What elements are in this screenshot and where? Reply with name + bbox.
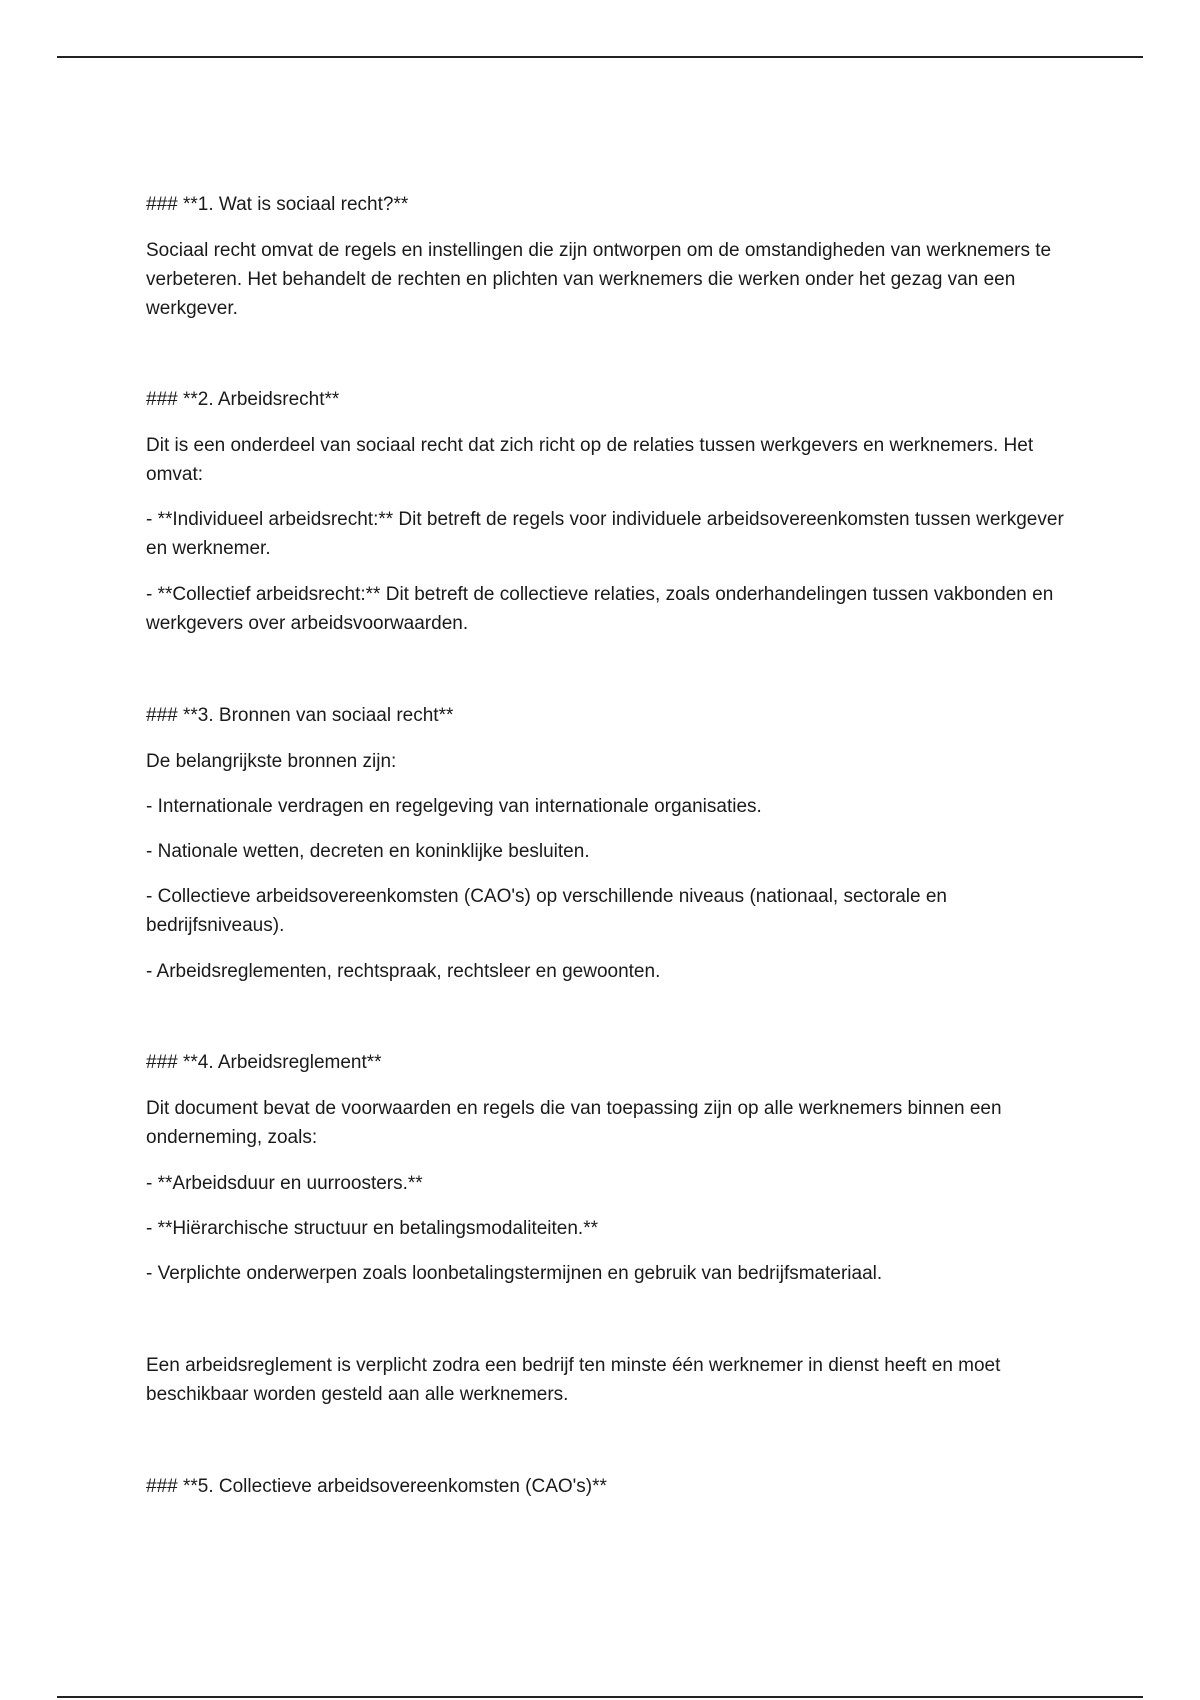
header-rule: [57, 56, 1143, 58]
section-4-paragraph: Dit document bevat de voorwaarden en regels die van toepassing zijn op alle werknemers binnen een onderneming, zoals:: [146, 1098, 1002, 1148]
section-3-paragraph: De belangrijkste bronnen zijn:: [146, 751, 397, 772]
section-3-list-item: - Nationale wetten, decreten en koninklijke besluiten.: [146, 841, 590, 862]
section-2-list-item: - **Collectief arbeidsrecht:** Dit betreft de collectieve relaties, zoals onderhandelingen tussen vakbonden en werkgevers over arbeidsvoorwaarden.: [146, 584, 1054, 634]
section-3-list-item: - Arbeidsreglementen, rechtspraak, rechtsleer en gewoonten.: [146, 961, 661, 982]
section-3-heading: ### **3. Bronnen van sociaal recht**: [146, 705, 454, 726]
section-4-list-item: - Verplichte onderwerpen zoals loonbetalingstermijnen en gebruik van bedrijfsmateriaal.: [146, 1263, 883, 1284]
section-3-list-item: - Internationale verdragen en regelgeving van internationale organisaties.: [146, 796, 762, 817]
section-5-heading: ### **5. Collectieve arbeidsovereenkomsten (CAO's)**: [146, 1476, 607, 1497]
section-4-heading: ### **4. Arbeidsreglement**: [146, 1052, 382, 1073]
section-3-list-item: - Collectieve arbeidsovereenkomsten (CAO's) op verschillende niveaus (nationaal, sectorale en bedrijfsniveaus).: [146, 886, 947, 936]
section-1-paragraph: Sociaal recht omvat de regels en instellingen die zijn ontworpen om de omstandigheden van werknemers te verbeteren. Het behandelt de rechten en plichten van werknemers die werken onder het gezag van een werkgever.: [146, 240, 1052, 319]
section-4-paragraph: Een arbeidsreglement is verplicht zodra een bedrijf ten minste één werknemer in dienst heeft en moet beschikbaar worden gesteld aan alle werknemers.: [146, 1355, 1001, 1405]
section-4-list-item: - **Arbeidsduur en uurroosters.**: [146, 1173, 423, 1194]
footer-rule: [57, 1696, 1143, 1698]
section-2-heading: ### **2. Arbeidsrecht**: [146, 389, 340, 410]
section-2-list-item: - **Individueel arbeidsrecht:** Dit betreft de regels voor individuele arbeidsovereenkomsten tussen werkgever en werknemer.: [146, 509, 1064, 559]
section-2-paragraph: Dit is een onderdeel van sociaal recht dat zich richt op de relaties tussen werkgevers en werknemers. Het omvat:: [146, 435, 1034, 485]
section-4-list-item: - **Hiërarchische structuur en betalingsmodaliteiten.**: [146, 1218, 599, 1239]
section-1-heading: ### **1. Wat is sociaal recht?**: [146, 194, 409, 215]
